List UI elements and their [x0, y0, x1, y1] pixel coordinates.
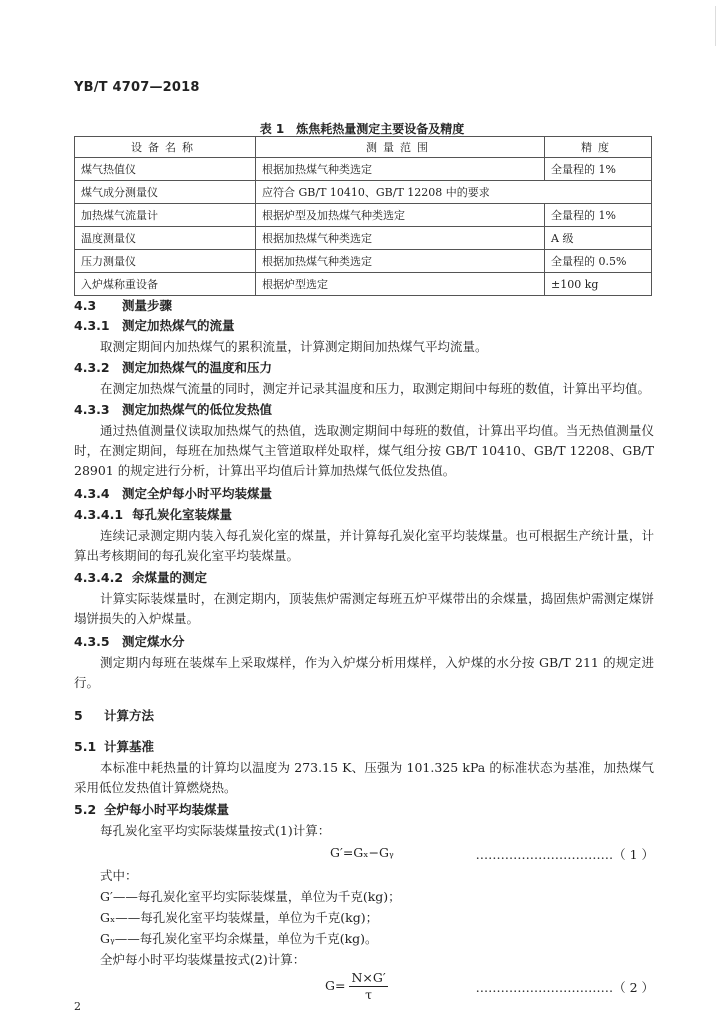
- paragraph-5-2-intro: 每孔炭化室平均实际装煤量按式(1)计算：: [100, 823, 331, 838]
- table-cell: 温度测量仪: [75, 227, 256, 250]
- section-heading-4-3: [74, 296, 654, 316]
- table-header-cell: 精度: [545, 137, 652, 158]
- scan-edge-mark: [715, 6, 716, 46]
- section-number: 4.3.4: [74, 486, 110, 501]
- table-cell: 根据加热煤气种类选定: [256, 158, 545, 181]
- section-number: 4.3.3: [74, 402, 110, 417]
- table-header-cell: 测量范围: [256, 137, 545, 158]
- section-title: 每孔炭化室装煤量: [132, 507, 233, 522]
- section-number: 4.3: [74, 298, 97, 313]
- table-row: [75, 158, 652, 181]
- section-number: 4.3.1: [74, 318, 110, 333]
- section-number: 4.3.4.2: [74, 570, 124, 585]
- standard-code: YB/T 4707—2018: [74, 80, 200, 95]
- section-title: 测定加热煤气的低位发热值: [122, 402, 273, 417]
- paragraph-4-3-3: 通过热值测量仪读取加热煤气的热值，选取测定期间中每班的数值，计算出平均值。当无热值测量仪时，在测定期间，每班在加热煤气主管道取样处取样，煤气组分按 GB/T 10410、GB/T 12208、GB/T 28901 的规定进行分析，计算出平均值后计算加热煤气低位发热值。: [74, 423, 654, 478]
- table-cell: 全量程的 1%: [545, 204, 652, 227]
- paragraph-4-3-4-2: 计算实际装煤量时，在测定期内，顶装焦炉需测定每班五炉平煤带出的余煤量，捣固焦炉需测定煤饼塌饼损失的入炉煤量。: [74, 591, 654, 626]
- table-cell: 加热煤气流量计: [75, 204, 256, 227]
- paragraph-4-3-1: 取测定期间内加热煤气的累积流量，计算测定期间加热煤气平均流量。: [100, 339, 488, 354]
- section-title: 测定加热煤气的流量: [122, 318, 235, 333]
- where-item: Gₓ——每孔炭化室平均装煤量，单位为千克(kg)；: [100, 910, 379, 925]
- paragraph-4-3-5: 测定期内每班在装煤车上采取煤样，作为入炉煤分析用煤样，入炉煤的水分按 GB/T 211 的规定进行。: [74, 655, 654, 690]
- formula-2-lhs: G=: [325, 978, 346, 993]
- equipment-table: [74, 136, 652, 296]
- section-heading-4-3-4-2: [74, 568, 654, 588]
- table-row: [75, 204, 652, 227]
- table-cell: A 级: [545, 227, 652, 250]
- table-cell: 煤气成分测量仪: [75, 181, 256, 204]
- section-heading-4-3-4: [74, 484, 654, 504]
- section-number: 4.3.5: [74, 634, 110, 649]
- section-title: 计算基准: [104, 739, 155, 754]
- table-header-cell: 设备名称: [75, 137, 256, 158]
- section-title: 测定煤水分: [122, 634, 185, 649]
- section-heading-4-3-4-1: [74, 505, 654, 525]
- formula-2: [325, 970, 388, 1003]
- section-number: 5: [74, 708, 83, 723]
- table-cell: 根据炉型及加热煤气种类选定: [256, 204, 545, 227]
- table-cell: 压力测量仪: [75, 250, 256, 273]
- section-heading-4-3-1: [74, 316, 654, 336]
- section-number: 5.2: [74, 802, 97, 817]
- table-row: [75, 227, 652, 250]
- table-cell: 根据加热煤气种类选定: [256, 227, 545, 250]
- table-title: 表 1 炼焦耗热量测定主要设备及精度: [259, 122, 465, 136]
- section-heading-4-3-5: [74, 632, 654, 652]
- section-title: 全炉每小时平均装煤量: [104, 802, 230, 817]
- equation-number-2: ……………………………（ 2 ）: [475, 980, 654, 995]
- section-heading-5: [74, 706, 654, 726]
- formula-2-denominator: τ: [365, 987, 373, 1002]
- table-cell: ±100 kg: [545, 273, 652, 296]
- where-item: Gᵧ——每孔炭化室平均余煤量，单位为千克(kg)。: [100, 931, 378, 946]
- table-cell: 根据炉型选定: [256, 273, 545, 296]
- section-title: 计算方法: [104, 708, 155, 723]
- section-title: 测量步骤: [122, 298, 173, 313]
- paragraph-4-3-2: 在测定加热煤气流量的同时，测定并记录其温度和压力，取测定期间中每班的数值，计算出平均值。: [100, 381, 651, 396]
- table-row: [75, 250, 652, 273]
- table-cell: 入炉煤称重设备: [75, 273, 256, 296]
- section-title: 余煤量的测定: [132, 570, 208, 585]
- table-row: [75, 273, 652, 296]
- section-number: 5.1: [74, 739, 97, 754]
- section-heading-4-3-3: [74, 400, 654, 420]
- table-cell: 应符合 GB/T 10410、GB/T 12208 中的要求: [256, 181, 652, 204]
- equation-number-1: ……………………………（ 1 ）: [475, 847, 654, 862]
- table-cell: 煤气热值仪: [75, 158, 256, 181]
- table-cell: 全量程的 1%: [545, 158, 652, 181]
- formula-2-intro: 全炉每小时平均装煤量按式(2)计算：: [100, 952, 306, 967]
- section-heading-5-2: [74, 800, 654, 820]
- paragraph-5-1: 本标准中耗热量的计算均以温度为 273.15 K、压强为 101.325 kPa 的标准状态为基准，加热煤气采用低位发热值计算燃烧热。: [74, 760, 654, 795]
- table-row: [75, 181, 652, 204]
- section-heading-4-3-2: [74, 358, 654, 378]
- table-cell: 全量程的 0.5%: [545, 250, 652, 273]
- section-title: 测定加热煤气的温度和压力: [122, 360, 273, 375]
- formula-2-numerator: N×G′: [351, 970, 386, 985]
- formula-2-fraction: [349, 970, 387, 1003]
- formula-1: G′=Gₓ−Gᵧ: [330, 845, 394, 860]
- where-label: 式中：: [100, 868, 138, 883]
- where-item: G′——每孔炭化室平均实际装煤量，单位为千克(kg)；: [100, 889, 401, 904]
- section-number: 4.3.4.1: [74, 507, 124, 522]
- table-header-row: [75, 137, 652, 158]
- paragraph-4-3-4-1: 连续记录测定期内装入每孔炭化室的煤量，并计算每孔炭化室平均装煤量。也可根据生产统计量，计算出考核期间的每孔炭化室平均装煤量。: [74, 528, 654, 563]
- section-title: 测定全炉每小时平均装煤量: [122, 486, 273, 501]
- section-number: 4.3.2: [74, 360, 110, 375]
- page-number: 2: [74, 1000, 81, 1013]
- table-cell: 根据加热煤气种类选定: [256, 250, 545, 273]
- section-heading-5-1: [74, 737, 654, 757]
